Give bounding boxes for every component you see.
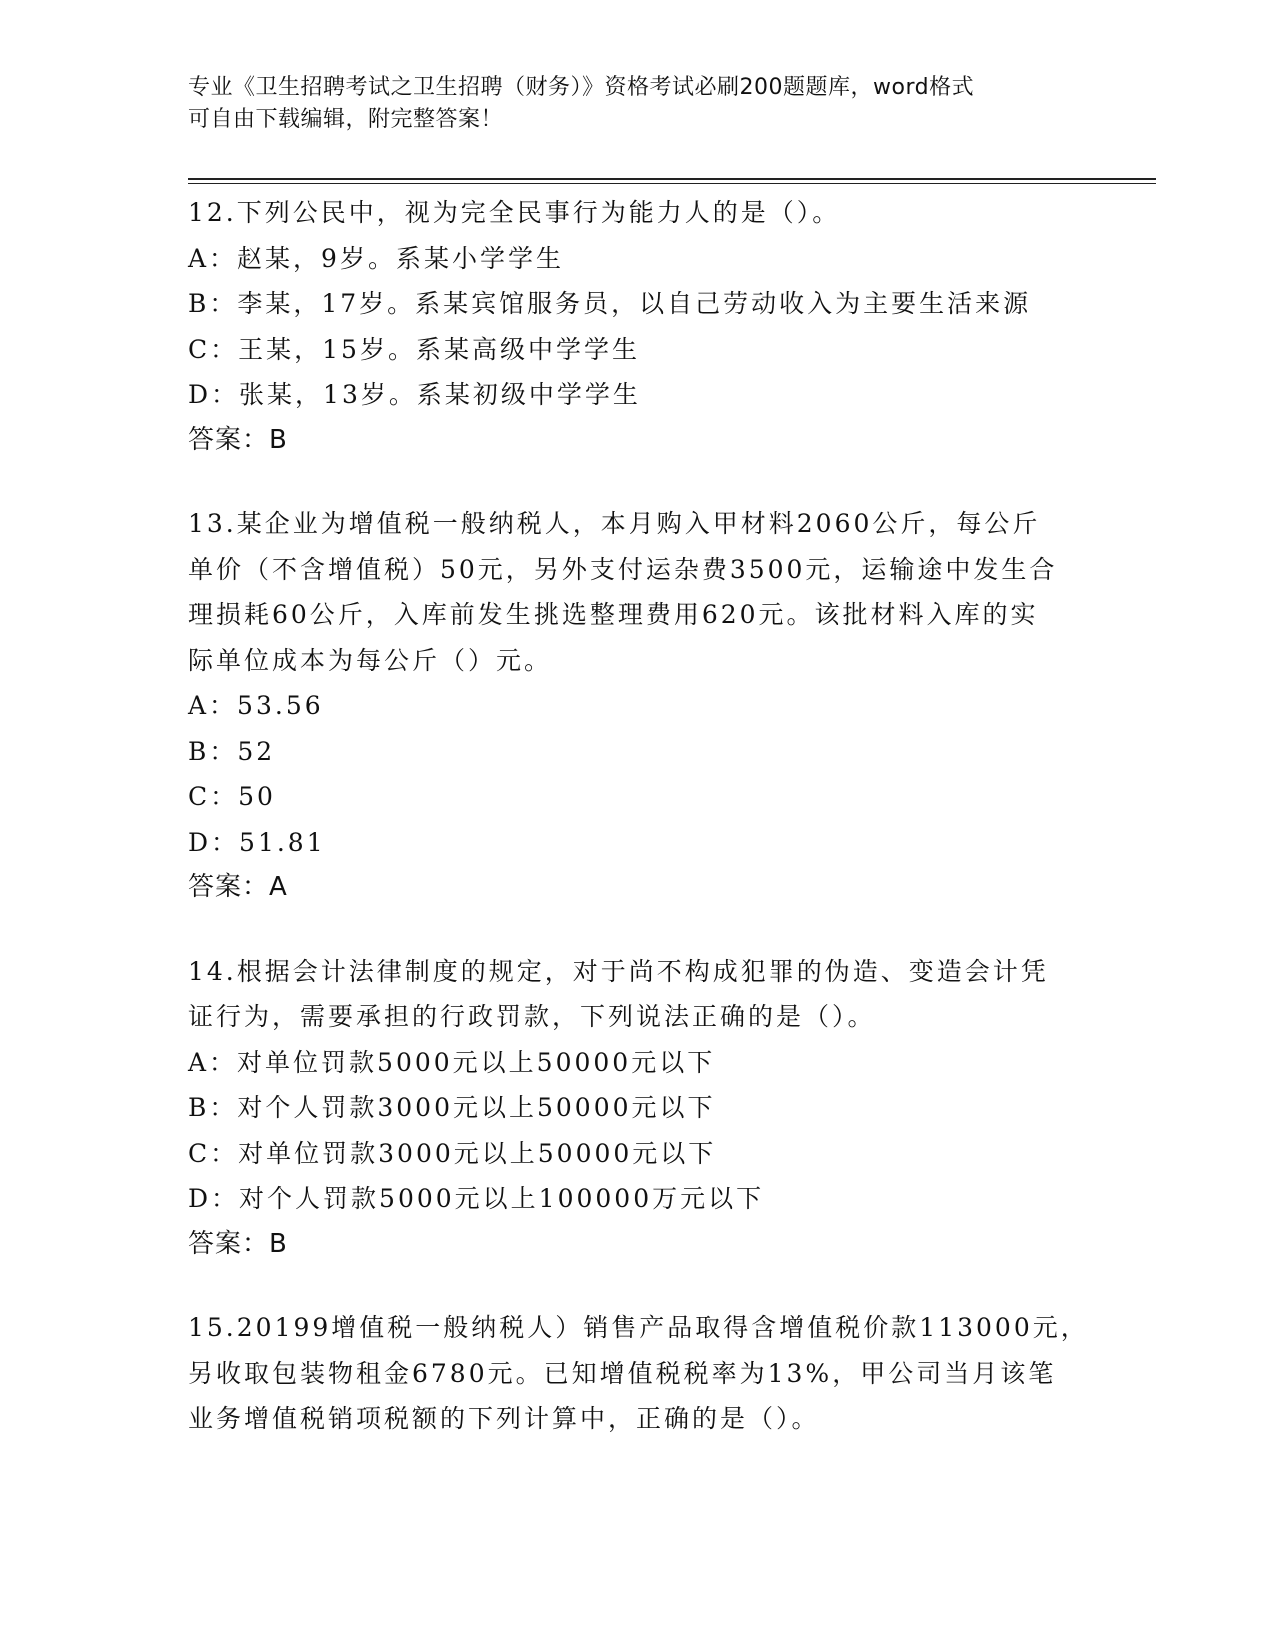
option-b: B：对个人罚款3000元以上50000元以下 (188, 1093, 716, 1122)
header-divider (188, 178, 1156, 180)
question-14 (188, 949, 1088, 1268)
option-c: C：对单位罚款3000元以上50000元以下 (188, 1138, 717, 1168)
option-c: C：50 (188, 782, 276, 811)
option-d: D：张某，13岁。系某初级中学学生 (188, 380, 641, 409)
option-d: D：51.81 (188, 827, 326, 857)
answer-label: 答案：A (188, 872, 288, 902)
question-list (188, 190, 1088, 1480)
stem-line: 单价（不含增值税）50元，另外支付运杂费3500元，运输途中发生合 (188, 554, 1058, 584)
header-line-1: 专业《卫生招聘考试之卫生招聘（财务）》资格考试必刷200题题库，word格式 (188, 75, 975, 100)
stem-line: 证行为，需要承担的行政罚款，下列说法正确的是（）。 (188, 1002, 876, 1031)
stem-line: 理损耗60公斤，入库前发生挑选整理费用620元。该批材料入库的实 (188, 600, 1039, 629)
question-stem (188, 949, 1088, 1040)
option-c: C：王某，15岁。系某高级中学学生 (188, 334, 640, 364)
question-15 (188, 1305, 1088, 1442)
header-divider-thin (188, 183, 1156, 184)
question-12 (188, 190, 1088, 463)
page-header (188, 72, 1088, 136)
question-13 (188, 501, 1088, 911)
question-stem (188, 501, 1088, 683)
header-line-2: 可自由下载编辑，附完整答案！ (188, 107, 504, 132)
stem-line: 15.20199增值税一般纳税人）销售产品取得含增值税价款113000元， (188, 1313, 1089, 1342)
stem-line: 另收取包装物租金6780元。已知增值税税率为13%，甲公司当月该笔 (188, 1358, 1057, 1388)
stem-line: 业务增值税销项税额的下列计算中，正确的是（）。 (188, 1404, 820, 1433)
stem-line: 14.根据会计法律制度的规定，对于尚不构成犯罪的伪造、变造会计凭 (188, 956, 1049, 986)
option-a: A：对单位罚款5000元以上50000元以下 (188, 1047, 716, 1077)
stem-line: 际单位成本为每公斤（）元。 (188, 645, 553, 675)
option-a: A：53.56 (188, 691, 324, 720)
answer-label: 答案：B (188, 424, 288, 455)
question-stem (188, 190, 1088, 236)
option-a: A：赵某，9岁。系某小学学生 (188, 243, 564, 273)
answer-label: 答案：B (188, 1228, 288, 1259)
option-b: B：52 (188, 736, 276, 766)
option-d: D：对个人罚款5000元以上100000万元以下 (188, 1184, 765, 1213)
stem-line: 13.某企业为增值税一般纳税人，本月购入甲材料2060公斤，每公斤 (188, 509, 1041, 538)
option-b: B：李某，17岁。系某宾馆服务员，以自己劳动收入为主要生活来源 (188, 289, 1032, 318)
stem-line: 12.下列公民中，视为完全民事行为能力人的是（）。 (188, 198, 841, 227)
question-stem (188, 1305, 1088, 1442)
